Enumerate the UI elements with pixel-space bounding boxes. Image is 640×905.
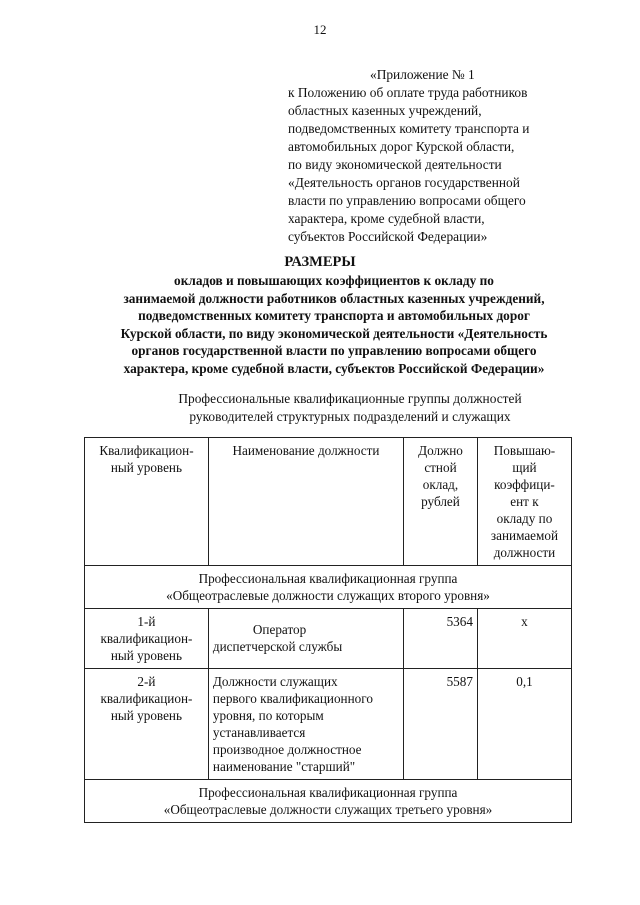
salary-table: [84, 437, 572, 823]
group-line: «Общеотраслевые должности служащих третьего уровня»: [163, 802, 493, 817]
page-number: 12: [313, 22, 327, 37]
cell-text: ный уровень: [110, 708, 183, 723]
annex-line: характера, кроме судебной власти,: [288, 211, 485, 226]
cell-text: 2-й: [137, 674, 156, 689]
annex-line: к Положению об оплате труда работников: [288, 85, 528, 100]
table-header-row: [85, 438, 572, 566]
subtitle-line: окладов и повышающих коэффициентов к окладу по: [174, 273, 494, 288]
cell-text: ный уровень: [110, 648, 183, 663]
header-text: Квалификацион-: [99, 443, 194, 458]
header-text: ный уровень: [110, 460, 183, 475]
cell-position: [208, 609, 403, 669]
subtitle-line: занимаемой должности работников областных казенных учреждений,: [123, 290, 545, 306]
cell-text: производное должностное: [212, 742, 362, 757]
cell-position: [208, 669, 403, 780]
header-text: коэффици-: [494, 477, 555, 492]
cell-text: устанавливается: [212, 725, 306, 740]
group-line: «Общеотраслевые должности служащих второго уровня»: [166, 588, 490, 603]
annex-line: областных казенных учреждений,: [288, 103, 482, 118]
annex-line: власти по управлению вопросами общего: [288, 193, 526, 208]
annex-title: «Приложение № 1: [370, 67, 475, 82]
header-text: рублей: [421, 494, 460, 509]
subtitle-line: подведомственных комитету транспорта и автомобильных дорог: [138, 308, 530, 323]
cell-level: [85, 669, 209, 780]
groups-caption: [130, 390, 570, 426]
cell-level: [85, 609, 209, 669]
annex-line: субъектов Российской Федерации»: [288, 229, 488, 244]
annex-line: подведомственных комитету транспорта и: [288, 121, 530, 136]
cell-coefficient: х: [477, 609, 571, 669]
header-text: стной: [424, 460, 457, 475]
subtitle-line: органов государственной власти по управлению вопросами общего: [131, 343, 537, 358]
header-position: Наименование должности: [208, 438, 403, 566]
cell-text: Оператор: [252, 622, 307, 637]
caption-line: Профессиональные квалификационные группы должностей: [178, 391, 522, 406]
header-text: Повышаю-: [493, 443, 556, 458]
cell-salary: 5587: [404, 669, 478, 780]
annex-line: автомобильных дорог Курской области,: [288, 139, 515, 154]
cell-salary: 5364: [404, 609, 478, 669]
cell-coefficient: 0,1: [477, 669, 571, 780]
group-row: [85, 566, 572, 609]
group-title: [85, 566, 572, 609]
annex-reference: [288, 66, 608, 246]
cell-text: 1-й: [137, 614, 156, 629]
header-text: окладу по: [496, 511, 553, 526]
cell-text: диспетчерской службы: [212, 639, 343, 654]
cell-text: квалификацион-: [100, 631, 193, 646]
document-title: РАЗМЕРЫ: [284, 254, 356, 270]
cell-text: Должности служащих: [212, 674, 338, 689]
annex-line: по виду экономической деятельности: [288, 157, 502, 172]
cell-text: уровня, по которым: [212, 708, 324, 723]
table-row: [85, 609, 572, 669]
subtitle-line: характера, кроме судебной власти, субъектов Российской Федерации»: [123, 360, 545, 376]
header-text: оклад,: [422, 477, 459, 492]
group-line: Профессиональная квалификационная группа: [198, 785, 458, 800]
cell-text: первого квалификационного: [212, 691, 373, 706]
header-coefficient: [477, 438, 571, 566]
header-text: должности: [493, 545, 556, 560]
header-level: [85, 438, 209, 566]
cell-text: наименование "старший": [212, 759, 356, 774]
subtitle-line: Курской области, по виду экономической деятельности «Деятельность: [120, 325, 548, 341]
group-line: Профессиональная квалификационная группа: [198, 571, 458, 586]
group-row: [85, 780, 572, 823]
header-text: щий: [512, 460, 537, 475]
table-row: [85, 669, 572, 780]
header-salary: [404, 438, 478, 566]
group-title: [85, 780, 572, 823]
header-text: ент к: [510, 494, 539, 509]
caption-line: руководителей структурных подразделений и служащих: [189, 409, 511, 424]
annex-line: «Деятельность органов государственной: [288, 175, 520, 190]
header-text: Должно: [418, 443, 463, 458]
cell-text: квалификацион-: [100, 691, 193, 706]
header-text: занимаемой: [490, 528, 559, 543]
document-subtitle: [74, 272, 594, 377]
